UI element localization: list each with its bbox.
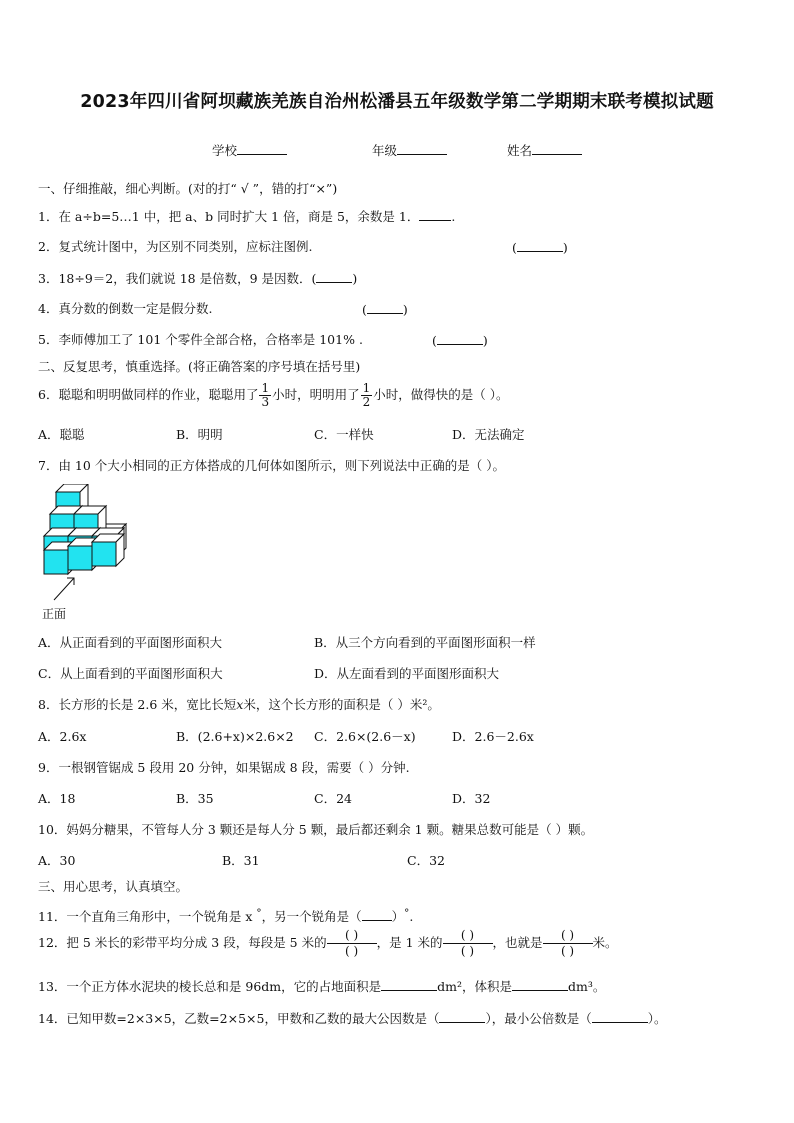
q12-fraction-2[interactable]: $\frac{( )}{( )}$ — [443, 928, 493, 959]
q8-option-d[interactable]: D．2.6－2.6x — [452, 729, 534, 744]
grade-label: 年级 — [372, 143, 398, 158]
fraction-one-half: $\frac{1}{2}$ — [362, 381, 371, 409]
q9-option-b[interactable]: B．35 — [176, 791, 214, 806]
section-1-heading: 一、仔细推敲，细心判断。(对的打“ √ ”，错的打“×”) — [38, 181, 338, 196]
front-view-label: 正面 — [42, 607, 67, 621]
q8-option-a[interactable]: A．2.6x — [38, 729, 87, 744]
grade-field[interactable] — [372, 142, 447, 159]
q9-option-c[interactable]: C．24 — [314, 791, 352, 806]
q14-lcm-blank[interactable] — [592, 1010, 648, 1023]
question-14: 14．已知甲数=2×3×5，乙数=2×5×5，甲数和乙数的最大公因数是（ ），最小公倍数是（ ）。 — [38, 1011, 667, 1026]
name-blank[interactable] — [532, 142, 582, 155]
school-field[interactable] — [212, 142, 287, 159]
q7-option-a[interactable]: A．从正面看到的平面图形面积大 — [38, 635, 223, 650]
q12-fraction-3[interactable]: $\frac{( )}{( )}$ — [543, 928, 593, 959]
school-label: 学校 — [212, 143, 238, 158]
page-title: 2023年四川省阿坝藏族羌族自治州松潘县五年级数学第二学期期末联考模拟试题 — [80, 92, 714, 112]
question-12: 12．把 5 米长的彩带平均分成 3 段，每段是 5 米的 $\frac{( )}{( )}$ ，是 1 米的 $\frac{( )}{( )}$ ，也就是 $\frac{( )}{( )}$ 米。 — [38, 928, 618, 958]
name-label: 姓名 — [507, 143, 533, 158]
q2-answer-paren[interactable]: ( ) — [512, 240, 568, 255]
q8-option-b[interactable]: B．(2.6+x)×2.6×2 — [176, 729, 294, 744]
q12-fraction-1[interactable]: $\frac{( )}{( )}$ — [327, 928, 377, 959]
question-2: 2．复式统计图中，为区别不同类别，应标注图例. — [38, 239, 313, 254]
q3-answer-paren[interactable]: ( ) — [311, 271, 358, 286]
question-11: 11．一个直角三角形中，一个锐角是 x °，另一个锐角是（ ）°. — [38, 907, 414, 925]
cube-bottom-3 — [92, 534, 124, 566]
q7-option-b[interactable]: B．从三个方向看到的平面图形面积一样 — [314, 635, 536, 650]
name-field[interactable] — [507, 142, 582, 159]
q6-option-a[interactable]: A．聪聪 — [38, 427, 85, 442]
question-1: 1．在 a÷b=5…1 中，把 a、b 同时扩大 1 倍，商是 5，余数是 1． . — [38, 209, 456, 224]
q6-option-d[interactable]: D．无法确定 — [452, 427, 525, 442]
question-3: 3．18÷9＝2，我们就说 18 是倍数，9 是因数．( ) — [38, 271, 358, 286]
q8-option-c[interactable]: C．2.6×(2.6－x) — [314, 729, 416, 744]
q10-option-a[interactable]: A．30 — [38, 853, 76, 868]
q14-gcd-blank[interactable] — [439, 1010, 485, 1023]
q13-area-blank[interactable] — [381, 978, 437, 991]
front-arrow-icon — [54, 578, 74, 600]
cube-stack-figure — [38, 484, 138, 624]
section-3-heading: 三、用心思考，认真填空。 — [38, 879, 189, 894]
q9-option-a[interactable]: A．18 — [38, 791, 76, 806]
question-9: 9．一根钢管锯成 5 段用 20 分钟，如果锯成 8 段，需要（ ）分钟. — [38, 760, 410, 775]
q1-answer-blank[interactable] — [419, 208, 451, 221]
q6-option-c[interactable]: C．一样快 — [314, 427, 374, 442]
question-5: 5．李师傅加工了 101 个零件全部合格，合格率是 101% . — [38, 332, 363, 347]
q7-option-d[interactable]: D．从左面看到的平面图形面积大 — [314, 666, 500, 681]
school-blank[interactable] — [237, 142, 287, 155]
question-7: 7．由 10 个大小相同的正方体搭成的几何体如图所示，则下列说法中正确的是（ ）。 — [38, 458, 506, 473]
q5-answer-paren[interactable]: ( ) — [432, 333, 488, 348]
question-10: 10．妈妈分糖果，不管每人分 3 颗还是每人分 5 颗，最后都还剩余 1 颗。糖果总数可能是（ ）颗。 — [38, 822, 594, 837]
q6-option-b[interactable]: B．明明 — [176, 427, 223, 442]
question-13: 13．一个正方体水泥块的棱长总和是 96dm，它的占地面积是 dm²，体积是 dm³。 — [38, 979, 606, 994]
q13-volume-blank[interactable] — [512, 978, 568, 991]
question-8: 8．长方形的长是 2.6 米，宽比长短x米，这个长方形的面积是（ ）米²。 — [38, 697, 440, 712]
q7-option-c[interactable]: C．从上面看到的平面图形面积大 — [38, 666, 223, 681]
q11-answer-blank[interactable] — [362, 908, 392, 921]
q9-option-d[interactable]: D．32 — [452, 791, 491, 806]
q10-option-b[interactable]: B．31 — [222, 853, 260, 868]
section-2-heading: 二、反复思考，慎重选择。(将正确答案的序号填在括号里) — [38, 359, 361, 374]
q10-option-c[interactable]: C．32 — [407, 853, 445, 868]
question-6: 6．聪聪和明明做同样的作业，聪聪用了 $\frac{1}{3}$ 小时，明明用了 $\frac{1}{2}$ 小时，做得快的是（ ）。 — [38, 381, 509, 409]
grade-blank[interactable] — [397, 142, 447, 155]
q4-answer-paren[interactable]: ( ) — [362, 302, 408, 317]
fraction-one-third: $\frac{1}{3}$ — [261, 381, 270, 409]
question-4: 4．真分数的倒数一定是假分数. — [38, 301, 213, 316]
